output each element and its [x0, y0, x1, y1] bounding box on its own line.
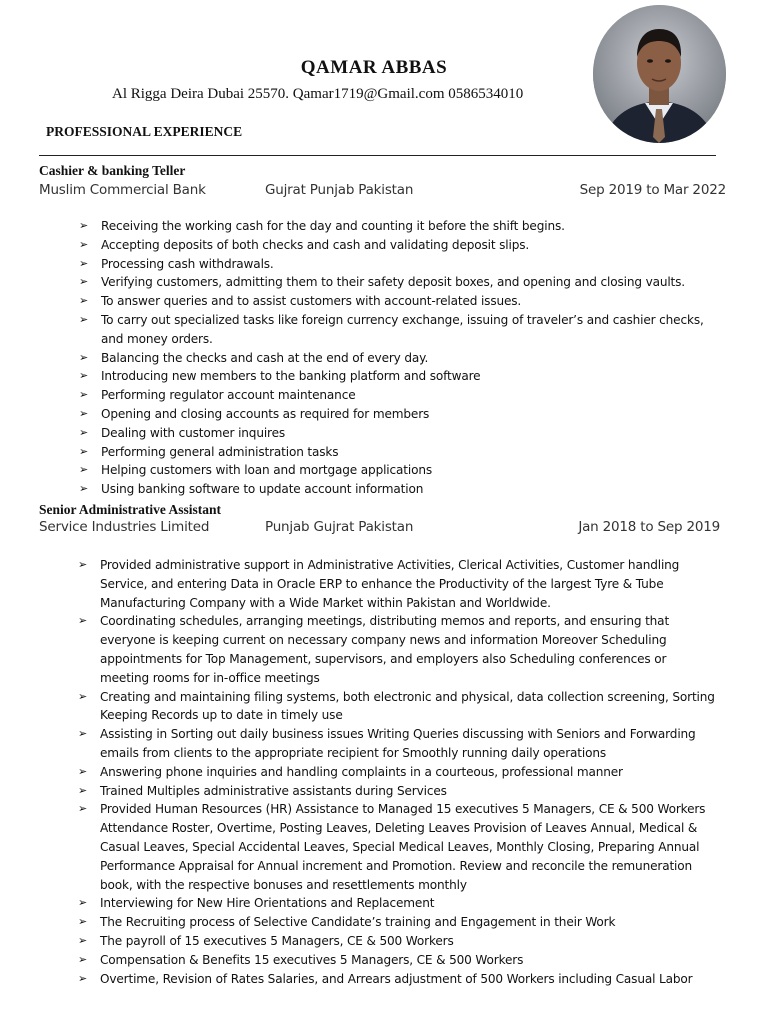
arrow-bullet-icon: ➢: [79, 388, 89, 402]
duty-text: Compensation & Benefits 15 executives 5 Managers, CE & 500 Workers: [100, 952, 524, 967]
duty-text: Verifying customers, admitting them to their safety deposit boxes, and opening and closing vaults.: [101, 275, 685, 290]
duty-text: Provided administrative support in Administrative Activities, Clerical Activities, Customer handling Service, and entering Data in Oracle ERP to enhance the Productivity of the largest Tyre & Tube Manufacturing Company with a Wide Market within Pakistan and Worldwide.: [100, 558, 680, 610]
duty-item: [79, 292, 729, 311]
arrow-bullet-icon: ➢: [79, 237, 89, 251]
duty-item: [79, 424, 729, 443]
duty-item: [79, 217, 729, 236]
duty-item: [79, 367, 729, 386]
section-divider: [39, 155, 716, 156]
arrow-bullet-icon: ➢: [79, 275, 89, 289]
duty-item: [78, 688, 718, 726]
duty-item: [79, 480, 729, 499]
arrow-bullet-icon: ➢: [78, 614, 88, 628]
arrow-bullet-icon: ➢: [79, 406, 89, 420]
duty-item: [79, 461, 729, 480]
job-company: Muslim Commercial Bank: [39, 182, 206, 198]
duty-text: Balancing the checks and cash at the end of every day.: [101, 350, 429, 365]
duty-text: Coordinating schedules, arranging meetings, distributing memos and reports, and ensuring that everyone is keeping current on necessary company news and information Moreover Scheduling appointments for Top Management, supervisors, and employers also Scheduling conferences or meeting rooms for in-office meetings: [100, 614, 670, 685]
duty-item: [79, 311, 729, 349]
duty-text: The payroll of 15 executives 5 Managers, CE & 500 Workers: [100, 933, 454, 948]
duty-text: Creating and maintaining filing systems, both electronic and physical, data collection screening, Sorting Keeping Records up to date in timely use: [100, 689, 715, 723]
job-company: Service Industries Limited: [39, 519, 210, 535]
arrow-bullet-icon: ➢: [78, 896, 88, 910]
profile-photo: [593, 5, 726, 143]
duty-text: Helping customers with loan and mortgage applications: [101, 463, 432, 478]
job-title: Cashier & banking Teller: [39, 163, 186, 178]
profile-photo-icon: [593, 5, 726, 143]
duty-text: Interviewing for New Hire Orientations and Replacement: [100, 896, 435, 911]
arrow-bullet-icon: ➢: [78, 933, 88, 947]
duty-item: [79, 273, 729, 292]
duty-item: [78, 763, 718, 782]
arrow-bullet-icon: ➢: [79, 350, 89, 364]
duty-text: Assisting in Sorting out daily business issues Writing Queries discussing with Seniors and Forwarding emails from clients to the appropriate recipient for Smoothly running daily operations: [100, 727, 696, 760]
job-duties-list: [78, 556, 718, 988]
arrow-bullet-icon: ➢: [78, 971, 88, 985]
duty-text: Answering phone inquiries and handling complaints in a courteous, professional manner: [100, 764, 623, 779]
job-dates: Sep 2019 to Mar 2022: [579, 182, 726, 198]
job-dates: Jan 2018 to Sep 2019: [578, 519, 720, 535]
duty-item: [78, 800, 718, 894]
duty-text: Performing general administration tasks: [101, 444, 339, 459]
job-location: Punjab Gujrat Pakistan: [265, 519, 414, 535]
duty-text: Dealing with customer inquires: [101, 425, 286, 440]
duty-item: [78, 612, 718, 687]
contact-line: Al Rigga Deira Dubai 25570. Qamar1719@Gmail.com 0586534010: [112, 86, 524, 102]
duty-item: [78, 725, 718, 763]
arrow-bullet-icon: ➢: [78, 689, 88, 703]
duty-item: [78, 932, 718, 951]
arrow-bullet-icon: ➢: [78, 764, 88, 778]
arrow-bullet-icon: ➢: [79, 256, 89, 270]
duty-text: To answer queries and to assist customers with account-related issues.: [101, 294, 522, 309]
duty-item: [79, 349, 729, 368]
duty-item: [78, 556, 718, 612]
duty-item: [79, 236, 729, 255]
duty-text: Provided Human Resources (HR) Assistance to Managed 15 executives 5 Managers, CE & 500 Workers Attendance Roster, Overtime, Posting Leaves, Deleting Leaves Provision of Leaves Annual, Medical & Casual Leaves, Special Accidental Leaves, Special Medical Leaves, Monthly Closing, Preparing Annual Performance Appraisal for Annual increment and Promotion. Review and reconcile the remuneration book, with the respective bonuses and resettlements monthly: [100, 802, 706, 892]
arrow-bullet-icon: ➢: [78, 558, 88, 571]
duty-text: Overtime, Revision of Rates Salaries, and Arrears adjustment of 500 Workers including Casual Labor: [100, 971, 693, 986]
duty-item: [78, 951, 718, 970]
arrow-bullet-icon: ➢: [79, 369, 89, 383]
duty-text: Introducing new members to the banking platform and software: [101, 369, 481, 384]
arrow-bullet-icon: ➢: [78, 727, 88, 741]
arrow-bullet-icon: ➢: [79, 294, 89, 308]
duty-text: Processing cash withdrawals.: [101, 256, 274, 271]
duty-item: [79, 255, 729, 274]
arrow-bullet-icon: ➢: [79, 444, 89, 458]
duty-text: To carry out specialized tasks like foreign currency exchange, issuing of traveler’s and cashier checks, and money orders.: [101, 312, 704, 346]
duty-text: Opening and closing accounts as required for members: [101, 406, 430, 421]
duty-text: The Recruiting process of Selective Candidate’s training and Engagement in their Work: [100, 915, 616, 930]
duty-item: [79, 443, 729, 462]
arrow-bullet-icon: ➢: [78, 783, 88, 797]
duty-text: Using banking software to update account information: [101, 482, 424, 497]
job-title: Senior Administrative Assistant: [39, 502, 222, 517]
job-duties-list: [79, 217, 729, 499]
arrow-bullet-icon: ➢: [79, 482, 89, 496]
arrow-bullet-icon: ➢: [78, 915, 88, 929]
duty-item: [79, 405, 729, 424]
duty-item: [79, 386, 729, 405]
duty-item: [78, 970, 718, 989]
candidate-name: QAMAR ABBAS: [300, 57, 448, 78]
arrow-bullet-icon: ➢: [78, 802, 88, 816]
duty-text: Trained Multiples administrative assistants during Services: [100, 783, 447, 798]
duty-item: [78, 894, 718, 913]
duty-item: [78, 782, 718, 801]
arrow-bullet-icon: ➢: [79, 312, 89, 326]
job-location: Gujrat Punjab Pakistan: [265, 182, 414, 198]
arrow-bullet-icon: ➢: [79, 425, 89, 439]
arrow-bullet-icon: ➢: [78, 952, 88, 966]
duty-text: Performing regulator account maintenance: [101, 388, 356, 403]
duty-text: Accepting deposits of both checks and cash and validating deposit slips.: [101, 237, 530, 252]
arrow-bullet-icon: ➢: [79, 463, 89, 477]
duty-item: [78, 913, 718, 932]
duty-text: Receiving the working cash for the day and counting it before the shift begins.: [101, 219, 565, 233]
arrow-bullet-icon: ➢: [79, 219, 89, 232]
section-title: PROFESSIONAL EXPERIENCE: [46, 124, 243, 139]
